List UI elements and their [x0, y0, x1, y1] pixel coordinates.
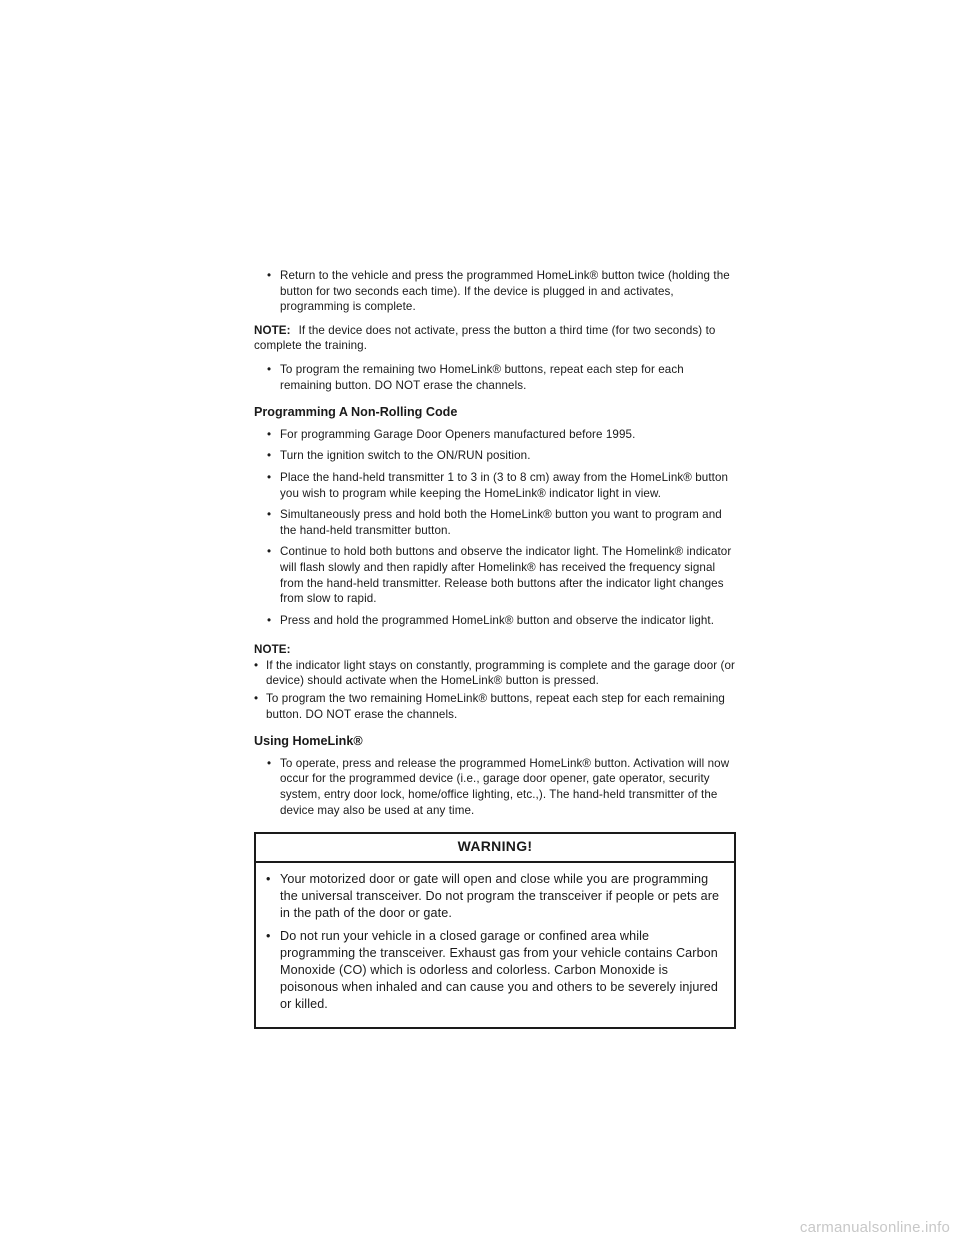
warning-title: WARNING! [256, 834, 734, 863]
warning-box [254, 832, 736, 1029]
watermark: carmanualsonline.info [799, 1219, 950, 1236]
warning-body [256, 863, 734, 1027]
note-label: NOTE: [254, 643, 291, 657]
note-list-item: • To program the two remaining HomeLink® buttons, repeat each step for each remaining button. DO NOT erase the channels. [254, 691, 736, 722]
bullet-program-remaining: • To program the remaining two HomeLink® buttons, repeat each step for each remaining button. DO NOT erase the channels. [254, 362, 736, 393]
heading-using-homelink: Using HomeLink® [254, 734, 363, 749]
warning-item: • Do not run your vehicle in a closed garage or confined area while programming the transceiver. Exhaust gas from your vehicle contains Carbon Monoxide (CO) which is odorless and colorless. Carbon Monoxide is poisonous when inhaled and can cause you and others to be severely injured or killed. [256, 928, 724, 1013]
list-item: • Press and hold the programmed HomeLink® button and observe the indicator light. [254, 613, 736, 629]
list-item: • Continue to hold both buttons and observe the indicator light. The Homelink® indicator will flash slowly and then rapidly after Homelink® has received the frequency signal from the hand-held transmitter. Release both buttons after the indicator light changes from slow to rapid. [254, 544, 736, 606]
bullet-return-to-vehicle: • Return to the vehicle and press the programmed HomeLink® button twice (holding the button for two seconds each time). If the device is plugged in and activates, programming is complete. [254, 268, 736, 315]
note-list-item: • If the indicator light stays on constantly, programming is complete and the garage door (or device) should activate when the HomeLink® button is pressed. [254, 658, 736, 689]
heading-non-rolling-code: Programming A Non-Rolling Code [254, 405, 458, 420]
list-item: • Turn the ignition switch to the ON/RUN position. [254, 448, 736, 464]
note-label: NOTE: [254, 323, 291, 337]
list-item: • To operate, press and release the programmed HomeLink® button. Activation will now occur for the programmed device (i.e., garage door opener, gate operator, security system, entry door lock, home/office lighting, etc.,). The hand-held transmitter of the device may also be used at any time. [254, 756, 736, 818]
list-item: • Place the hand-held transmitter 1 to 3 in (3 to 8 cm) away from the HomeLink® button you wish to program while keeping the HomeLink® indicator light in view. [254, 470, 736, 501]
page-content [254, 268, 736, 1029]
list-item: • Simultaneously press and hold both the HomeLink® button you want to program and the hand-held transmitter button. [254, 507, 736, 538]
note-text: If the device does not activate, press the button a third time (for two seconds) to complete the training. [254, 323, 716, 353]
list-item: • For programming Garage Door Openers manufactured before 1995. [254, 427, 736, 443]
note-paragraph [254, 323, 736, 354]
warning-item: • Your motorized door or gate will open and close while you are programming the universal transceiver. Do not program the transceiver if people or pets are in the path of the door or gate. [256, 871, 724, 922]
